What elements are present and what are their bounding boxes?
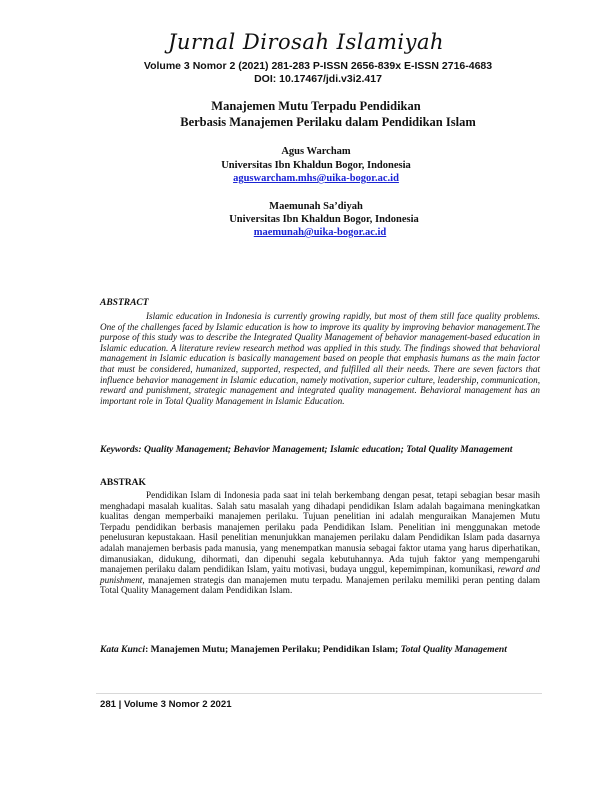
author-1-name: Agus Warcham bbox=[281, 146, 351, 157]
kata-kunci-colon: : bbox=[145, 644, 149, 655]
author-2-email[interactable]: maemunah@uika-bogor.ac.id bbox=[253, 227, 387, 238]
author-2-name: Maemunah Sa’diyah bbox=[269, 201, 363, 212]
volume-issn-line: Volume 3 Nomor 2 (2021) 281-283 P-ISSN 2656-839x E-ISSN 2716-4683 bbox=[143, 60, 493, 72]
kata-kunci-italic: Total Quality Management bbox=[400, 644, 507, 655]
abstract-heading: ABSTRACT bbox=[100, 298, 149, 308]
abstract-body: Islamic education in Indonesia is currently growing rapidly, but most of them still face quality problems. One of the challenges faced by Islamic education is how to improve its quality by improving behavior management.The purpose of this study was to describe the Integrated Quality Management of behavior management-based education in Islamic education. A literature review research method was applied in this study. The findings showed that behavioral management in Islamic education is basically management based on people that emphasis humans as the main factor that must be considered, humanized, supported, respected, and fulfilled all their needs. There are seven factors that influence behavior management in Islamic education, namely motivation, superior culture, leadership, communication, reward and punishment, strategic management and integrated quality management. Behavioral management has an important role in Total Quality Management in Islamic Education. bbox=[100, 311, 540, 406]
paper-title-line-1: Manajemen Mutu Terpadu Pendidikan bbox=[211, 99, 421, 113]
keywords bbox=[100, 444, 540, 456]
journal-title: Jurnal Dirosah Islamiyah bbox=[168, 30, 444, 54]
kata-kunci-label: Kata Kunci bbox=[100, 644, 146, 655]
abstrak-heading: ABSTRAK bbox=[100, 478, 146, 488]
abstrak-body bbox=[100, 490, 540, 596]
paper-title-line-2: Berbasis Manajemen Perilaku dalam Pendidikan Islam bbox=[180, 115, 476, 129]
footer-divider bbox=[96, 693, 542, 694]
abstrak-body-part-2: , manajemen strategis dan manajemen mutu terpadu. Manajemen perilaku memiliki peran penting dalam Total Quality Management dalam Pendidikan Islam. bbox=[100, 574, 540, 596]
keywords-label: Keywords: bbox=[100, 444, 142, 455]
kata-kunci bbox=[100, 644, 540, 656]
author-1-email[interactable]: aguswarcham.mhs@uika-bogor.ac.id bbox=[233, 173, 399, 184]
abstrak-body-italic: reward and punishment bbox=[100, 564, 540, 585]
page-footer: 281 | Volume 3 Nomor 2 2021 bbox=[100, 699, 232, 710]
doi-line: DOI: 10.17467/jdi.v3i2.417 bbox=[254, 73, 382, 85]
author-2-affiliation: Universitas Ibn Khaldun Bogor, Indonesia bbox=[229, 214, 419, 225]
kata-kunci-list: Manajemen Mutu; Manajemen Perilaku; Pendidikan Islam; bbox=[150, 644, 399, 655]
keywords-list: Quality Management; Behavior Management; Islamic education; Total Quality Management bbox=[143, 444, 513, 455]
abstrak-body-part-1: Pendidikan Islam di Indonesia pada saat ini telah berkembang dengan pesat, tetapi sebagian besar masih menghadapi masalah kualitas. Salah satu masalah yang dihadapi pendidikan Islam adalah bagaimana meningkatkan kualitas dengan memperbaiki manajemen perilaku. Tujuan penelitian ini adalah menguraikan Manajemen Mutu Terpadu pendidikan berbasis manajemen perilaku pada Pendidikan Islam. Penelitian ini menggunakan metode penelusuran kepustakaan. Hasil penelitian menunjukkan manajemen perilaku dalam Pendidikan Islam pada dasarnya adalah manajemen berbasis pada manusia, yang menempatkan manusia sebagai faktor utama yang harus diperhatikan, dimanusiakan, didukung, dihormati, dan dipenuhi segala kebutuhannya. Ada tujuh faktor yang mempengaruhi manajemen perilaku dalam pendidikan Islam, yaitu motivasi, budaya unggul, kepemimpinan, komunikasi, bbox=[100, 490, 540, 575]
author-1-affiliation: Universitas Ibn Khaldun Bogor, Indonesia bbox=[221, 160, 411, 171]
